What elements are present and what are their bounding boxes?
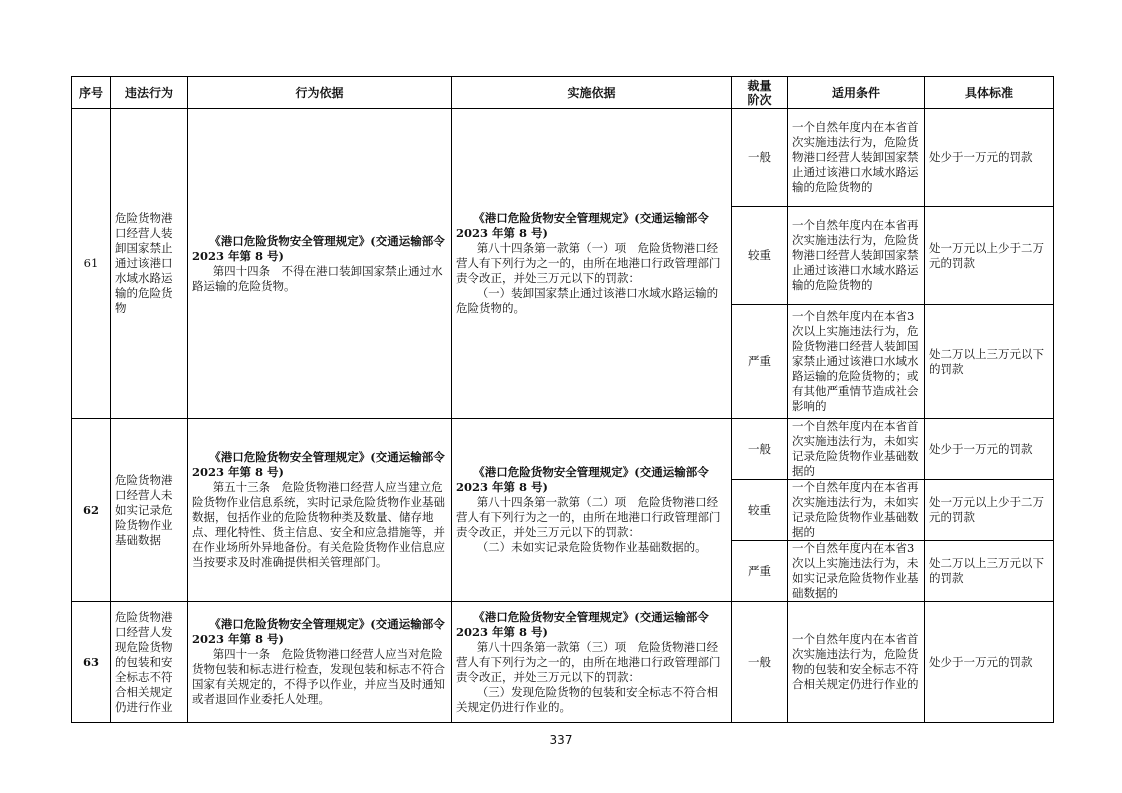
page-number: 337 <box>549 733 573 747</box>
impl-title: 《港口危险货物安全管理规定》(交通运输部令 2023 年第 8 号) <box>456 211 709 240</box>
basis-text: 第四十一条 危险货物港口经营人应当对危险货物包装和标志进行检查，发现包装和标志不符合国家有关规定的，不得予以作业，并应当及时通知或者退回作业委托人处理。 <box>192 647 445 706</box>
tier-std: 处二万以上三万元以下的罚款 <box>925 305 1054 419</box>
tier-cond: 一个自然年度内在本省首次实施违法行为，未如实记录危险货物作业基础数据的 <box>788 419 925 480</box>
tier-level: 严重 <box>732 305 788 419</box>
tier-level: 较重 <box>732 207 788 305</box>
row-act: 危险货物港口经营人未如实记录危险货物作业基础数据 <box>111 419 188 602</box>
header-std: 具体标准 <box>925 77 1054 109</box>
tier-cond: 一个自然年度内在本省3 次以上实施违法行为，危险货物港口经营人装卸国家禁止通过该港口水域水路运输的危险货物的；或有其他严重情节造成社会影响的 <box>788 305 925 419</box>
header-basis: 行为依据 <box>188 77 452 109</box>
table-row <box>72 602 1054 723</box>
header-level: 裁量 阶次 <box>732 77 788 109</box>
row-basis <box>188 109 452 419</box>
basis-text: 第五十三条 危险货物港口经营人应当建立危险货物作业信息系统，实时记录危险货物作业基础数据，包括作业的危险货物种类及数量、储存地点、理化特性、货主信息、安全和应急措施等，并在作业场所外异地备份。有关危险货物作业信息应当按要求及时准确提供相关管理部门。 <box>192 480 445 569</box>
tier-level: 一般 <box>732 602 788 723</box>
impl-text: 第八十四条第一款第（三）项 危险货物港口经营人有下列行为之一的，由所在地港口行政管理部门责令改正，并处三万元以下的罚款： <box>456 639 721 684</box>
header-row <box>72 77 1054 109</box>
row-seq: 63 <box>72 602 111 723</box>
header-impl: 实施依据 <box>452 77 732 109</box>
impl-text: 第八十四条第一款第（一）项 危险货物港口经营人有下列行为之一的，由所在地港口行政管理部门责令改正，并处三万元以下的罚款： <box>456 241 721 285</box>
impl-item: （二）未如实记录危险货物作业基础数据的。 <box>476 540 707 554</box>
basis-title: 《港口危险货物安全管理规定》(交通运输部令 2023 年第 8 号) <box>192 233 445 263</box>
impl-title: 《港口危险货物安全管理规定》(交通运输部令 2023 年第 8 号) <box>456 465 709 494</box>
tier-std: 处一万元以上少于二万元的罚款 <box>925 207 1054 305</box>
row-impl <box>452 109 732 419</box>
row-act: 危险货物港口经营人装卸国家禁止通过该港口水域水路运输的危险货物 <box>111 109 188 419</box>
row-impl <box>452 602 732 723</box>
basis-title: 《港口危险货物安全管理规定》(交通运输部令 2023 年第 8 号) <box>192 617 445 646</box>
header-seq: 序号 <box>72 77 111 109</box>
tier-cond: 一个自然年度内在本省再次实施违法行为，危险货物港口经营人装卸国家禁止通过该港口水域水路运输的危险货物的 <box>788 207 925 305</box>
basis-text: 第四十四条 不得在港口装卸国家禁止通过水路运输的危险货物。 <box>192 263 443 293</box>
header-act: 违法行为 <box>111 77 188 109</box>
tier-level: 严重 <box>732 541 788 602</box>
table-row <box>72 109 1054 207</box>
tier-std: 处少于一万元的罚款 <box>925 109 1054 207</box>
impl-item: （三）发现危险货物的包装和安全标志不符合相关规定仍进行作业的。 <box>456 684 719 714</box>
tier-cond: 一个自然年度内在本省首次实施违法行为，危险货物的包装和安全标志不符合相关规定仍进行作业的 <box>788 602 925 723</box>
tier-cond: 一个自然年度内在本省首次实施违法行为，危险货物港口经营人装卸国家禁止通过该港口水域水路运输的危险货物的 <box>788 109 925 207</box>
header-cond: 适用条件 <box>788 77 925 109</box>
tier-cond: 一个自然年度内在本省3 次以上实施违法行为，未如实记录危险货物作业基础数据的 <box>788 541 925 602</box>
row-seq: 61 <box>72 109 111 419</box>
penalty-table <box>71 76 1054 723</box>
tier-std: 处一万元以上少于二万元的罚款 <box>925 480 1054 541</box>
table-row <box>72 419 1054 480</box>
tier-level: 一般 <box>732 109 788 207</box>
impl-text: 第八十四条第一款第（二）项 危险货物港口经营人有下列行为之一的，由所在地港口行政管理部门责令改正，并处三万元以下的罚款： <box>456 495 721 539</box>
tier-std: 处少于一万元的罚款 <box>925 602 1054 723</box>
row-impl <box>452 419 732 602</box>
row-seq: 62 <box>72 419 111 602</box>
tier-std: 处少于一万元的罚款 <box>925 419 1054 480</box>
tier-level: 较重 <box>732 480 788 541</box>
row-basis <box>188 419 452 602</box>
tier-std: 处二万以上三万元以下的罚款 <box>925 541 1054 602</box>
impl-item: （一）装卸国家禁止通过该港口水域水路运输的危险货物的。 <box>456 286 719 315</box>
tier-level: 一般 <box>732 419 788 480</box>
tier-cond: 一个自然年度内在本省再次实施违法行为，未如实记录危险货物作业基础数据的 <box>788 480 925 541</box>
impl-title: 《港口危险货物安全管理规定》(交通运输部令 2023 年第 8 号) <box>456 609 709 639</box>
basis-title: 《港口危险货物安全管理规定》(交通运输部令 2023 年第 8 号) <box>192 450 445 479</box>
row-act: 危险货物港口经营人发现危险货物的包装和安全标志不符合相关规定仍进行作业 <box>111 602 188 723</box>
row-basis <box>188 602 452 723</box>
